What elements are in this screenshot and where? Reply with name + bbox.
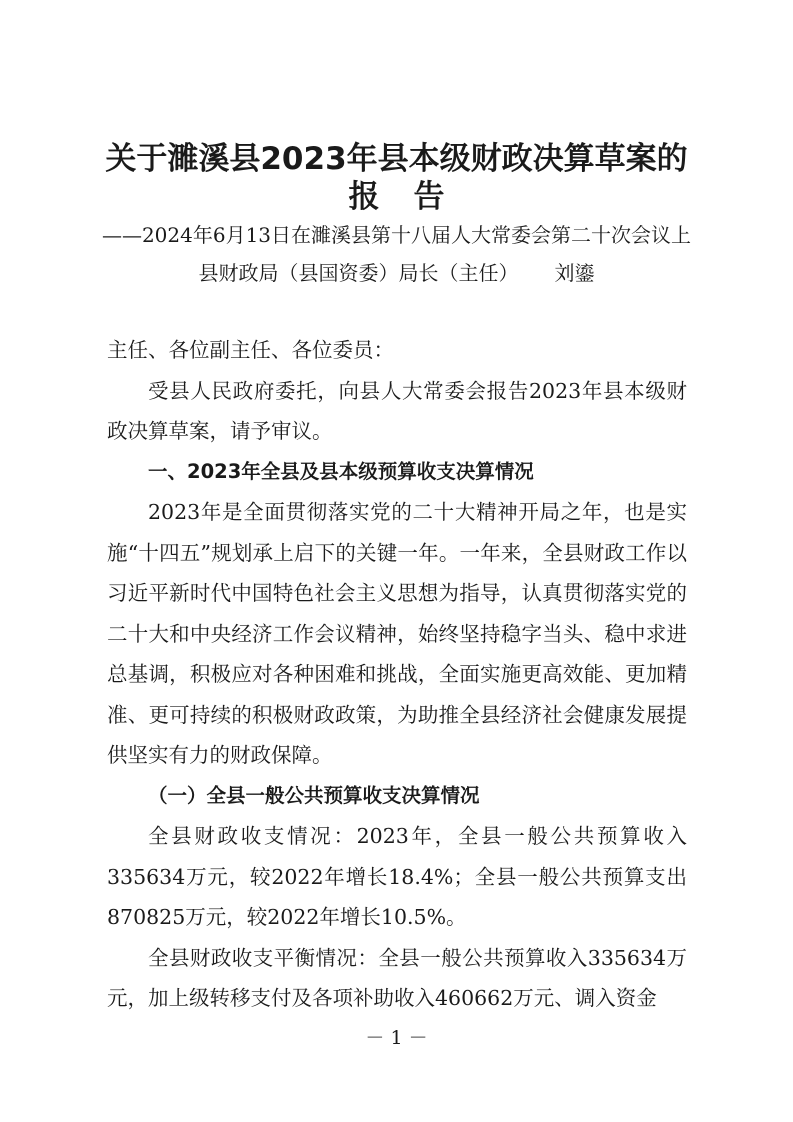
reporter-line (0, 259, 793, 287)
report-body (107, 330, 687, 1019)
overview-paragraph: 2023年是全面贯彻落实党的二十大精神开局之年，也是实施“十四五”规划承上启下的关键一年。一年来，全县财政工作以习近平新时代中国特色社会主义思想为指导，认真贯彻落实党的二十大和中央经济工作会议精神，始终坚持稳字当头、稳中求进总基调，积极应对各种困难和挑战，全面实施更高效能、更加精准、更可持续的积极财政政策，为助推全县经济社会健康发展提供坚实有力的财政保障。 (107, 500, 687, 767)
section-heading-1: 一、2023年全县及县本级预算收支决算情况 (148, 459, 534, 483)
page-number: － 1 － (365, 1027, 428, 1049)
intro-paragraph: 受县人民政府委托，向县人大常委会报告2023年县本级财政决算草案，请予审议。 (107, 378, 687, 443)
subsection-heading-1: （一）全县一般公共预算收支决算情况 (148, 783, 480, 807)
balance-paragraph: 全县财政收支平衡情况：全县一般公共预算收入335634万元，加上级转移支付及各项补助收入460662万元、调入资金 (107, 945, 687, 1010)
revenue-expenditure-paragraph: 全县财政收支情况：2023年，全县一般公共预算收入335634万元，较2022年增长18.4%；全县一般公共预算支出870825万元，较2022年增长10.5%。 (107, 824, 687, 929)
report-title-line-2: 报告 (348, 179, 479, 215)
reporter-title: 县财政局（县国资委）局长（主任） (198, 261, 519, 285)
reporter-name: 刘鎏 (554, 261, 595, 285)
meeting-subtitle: ——2024年6月13日在濉溪县第十八届人大常委会第二十次会议上 (101, 223, 692, 247)
salutation: 主任、各位副主任、各位委员： (107, 338, 394, 362)
report-title-line-1: 关于濉溪县2023年县本级财政决算草案的 (105, 141, 688, 177)
